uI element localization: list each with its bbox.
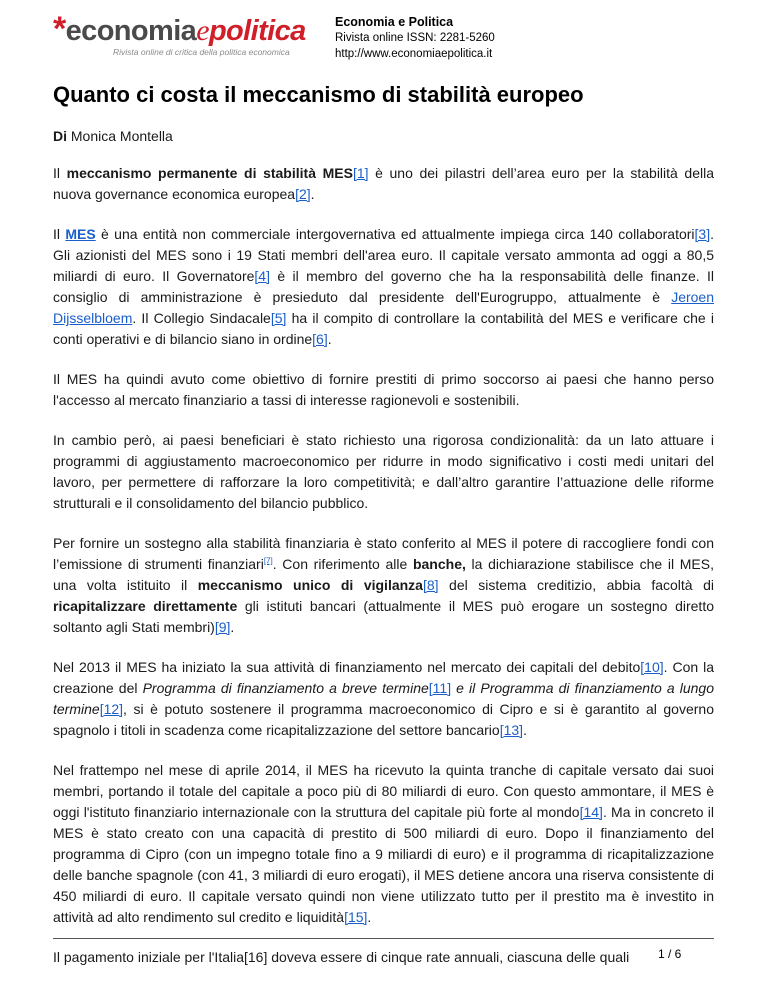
footnote-link-3[interactable]: [3] xyxy=(694,226,711,242)
mes-link[interactable]: MES xyxy=(65,226,96,242)
paragraph-6 xyxy=(53,657,714,741)
text: la dichiarazione stabilisce che il MES, una volta istituito il xyxy=(53,556,714,593)
logo-star: * xyxy=(53,10,66,48)
journal-masthead xyxy=(335,14,495,62)
footnote-link-5[interactable]: [5] xyxy=(270,310,287,326)
text: è una entità non commerciale intergovernativa ed attualmente impiega circa 140 collaboratori xyxy=(95,226,695,242)
text: . xyxy=(310,186,315,202)
logo-letter-e: e xyxy=(196,14,209,47)
text: ha il compito di controllare la contabilità del MES e verificare che i conti operativi e di bilancio siano in ordine xyxy=(53,310,714,347)
text: . Il Collegio Sindacale xyxy=(132,310,271,326)
article-body xyxy=(53,163,714,987)
text: Per fornire un sostegno alla stabilità finanziaria è stato conferito al MES il potere di raccogliere fondi con l’emissione di strumenti finanziari xyxy=(53,535,714,572)
journal-url: http://www.economiaepolitica.it xyxy=(335,48,493,60)
footnote-link-8[interactable]: [8] xyxy=(422,577,439,593)
article-title: Quanto ci costa il meccanismo di stabilità europeo xyxy=(53,82,584,107)
text: . xyxy=(327,331,332,347)
text: . Con riferimento alle xyxy=(272,556,413,572)
paragraph-8: Il pagamento iniziale per l'Italia[16] doveva essere di cinque rate annuali, ciascuna delle quali xyxy=(53,949,630,965)
paragraph-5 xyxy=(53,533,714,638)
footnote-link-14[interactable]: [14] xyxy=(579,804,603,820)
text: . xyxy=(523,722,527,738)
footnote-link-10[interactable]: [10] xyxy=(640,659,664,675)
logo-wordmark xyxy=(53,12,306,48)
paragraph-7 xyxy=(53,760,714,928)
footnote-link-7[interactable]: [7] xyxy=(263,556,273,566)
paragraph-1 xyxy=(53,163,714,205)
text: è il membro del governo che ha la responsabilità delle finanze. Il consiglio di amministrazione è presieduto dal presidente dell'Eurogruppo, attualmente è xyxy=(53,268,715,305)
footer-divider xyxy=(53,938,714,939)
footnote-link-13[interactable]: [13] xyxy=(499,722,524,738)
text: Nel 2013 il MES ha iniziato la sua attività di finanziamento nel mercato dei capitali del debito xyxy=(53,659,641,675)
text: . xyxy=(367,909,372,925)
text: Il xyxy=(53,165,67,181)
footnote-link-2[interactable]: [2] xyxy=(295,186,311,202)
byline-prefix: Di xyxy=(53,128,67,144)
economiaepolitica-logo[interactable] xyxy=(53,12,313,58)
footnote-link-15[interactable]: [15] xyxy=(344,909,368,925)
text: , si è potuto sostenere il programma macroeconomico di Cipro e si è garantito al governo spagnolo i titoli in scadenza come ricapitalizzazione del settore bancario xyxy=(53,701,714,738)
bold-text: meccanismo permanente di stabilità MES xyxy=(66,165,353,181)
paragraph-2 xyxy=(53,224,714,350)
bold-text: ricapitalizzare direttamente xyxy=(53,598,238,614)
footnote-link-4[interactable]: [4] xyxy=(254,268,270,284)
author-name: Monica Montella xyxy=(70,128,173,144)
text: gli istituti bancari (attualmente il MES può erogare un sostegno diretto soltanto agli Stati membri) xyxy=(53,598,714,635)
bold-text: banche, xyxy=(412,556,466,572)
journal-issn: Rivista online ISSN: 2281-5260 xyxy=(335,32,495,44)
text: del sistema creditizio, abbia facoltà di xyxy=(438,577,714,593)
byline xyxy=(53,128,173,144)
logo-word-politica: politica xyxy=(208,15,306,47)
text: Nel frattempo nel mese di aprile 2014, il MES ha ricevuto la quinta tranche di capitale versato dai suoi membri, portando il totale del capitale a poco più di 80 miliardi di euro. Con questo ammontare, il MES è oggi l'istituto finanziario internazionale con la struttura del capitale più forte al mondo xyxy=(53,762,714,820)
footnote-link-12[interactable]: [12] xyxy=(99,701,124,717)
text: . Ma in concreto il MES è stato creato con una capacità di prestito di 500 miliardi di euro. Dopo il finanziamento del programma di Cipro (con un impegno totale fino a 9 miliardi di euro) e il programma di ricapitalizzazione delle banche spagnole (con 41, 3 miliardi di euro erogati), il MES detiene ancora una riserva consistente di 450 miliardi di euro. Il capitale versato quindi non viene utilizzato tutto per il prestito ma è investito in attività ad alto rendimento sul credito e liquidità xyxy=(53,804,714,925)
page-number: 1 / 6 xyxy=(658,947,682,961)
footnote-link-6[interactable]: [6] xyxy=(312,331,328,347)
text: è uno dei pilastri dell’area euro per la stabilità della nuova governance economica europea xyxy=(53,165,715,202)
text: . xyxy=(230,619,235,635)
italic-text: Programma di finanziamento a breve termine xyxy=(142,680,429,696)
italic-text: e il Programma di finanziamento a lungo termine xyxy=(53,680,714,717)
text: . Con la creazione del xyxy=(53,659,714,696)
text: . Gli azionisti del MES sono i 19 Stati membri dell'area euro. Il capitale versato ammonta ad oggi a 80,5 miliardi di euro. Il Governatore xyxy=(53,226,715,284)
logo-word-economia: economia xyxy=(65,15,197,47)
logo-tagline: Rivista online di critica della politica economica xyxy=(113,47,290,57)
paragraph-4: In cambio però, ai paesi beneficiari è stato richiesto una rigorosa condizionalità: da un lato attuare i programmi di aggiustamento macroeconomico per ridurre in modo significativo i costi medi unitari del lavoro, per permettere di rafforzare la loro competitività; e dall’altro garantire l’attuazione delle riforme strutturali e il consolidamento del bilancio pubblico. xyxy=(53,432,714,511)
bold-text: meccanismo unico di vigilanza xyxy=(197,577,423,593)
text: Il xyxy=(53,226,66,242)
page-header xyxy=(0,0,768,70)
footnote-link-1[interactable]: [1] xyxy=(352,165,369,181)
paragraph-3: Il MES ha quindi avuto come obiettivo di fornire prestiti di primo soccorso ai paesi che hanno perso l'accesso al mercato finanziario a tassi di interesse ragionevoli e sostenibili. xyxy=(53,371,714,408)
journal-name: Economia e Politica xyxy=(335,15,454,29)
footnote-link-11[interactable]: [11] xyxy=(428,680,452,696)
footnote-link-9[interactable]: [9] xyxy=(214,619,231,635)
dijsselbloem-link[interactable]: Jeroen Dijsselbloem xyxy=(53,289,714,326)
